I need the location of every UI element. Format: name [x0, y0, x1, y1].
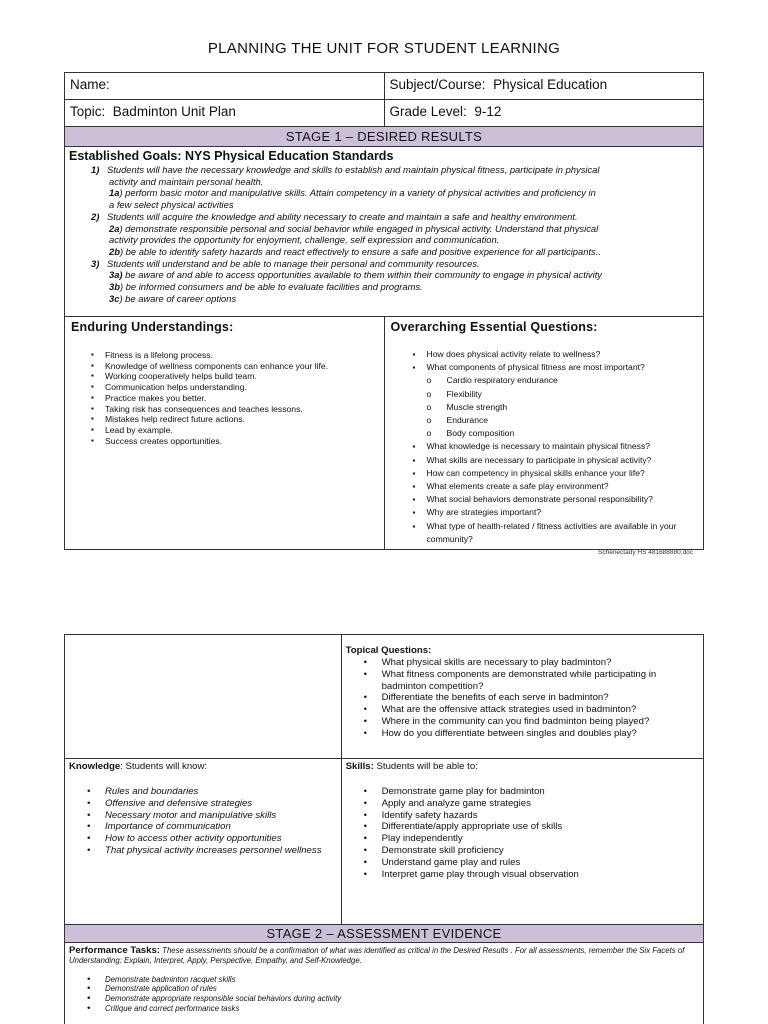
- grade-label: Grade Level:: [389, 104, 467, 119]
- goals-title: Established Goals: NYS Physical Education Standards: [69, 149, 394, 163]
- performance-intro: Performance Tasks: These assessments should be a confirmation of what was identified as critical in the Desired Results . For all assessments, remember the Six Facets of Understanding: Explain, Interpret, Apply, Perspective, Empathy, and Self-Knowledge.: [69, 945, 685, 966]
- name-label: Name:: [70, 77, 110, 92]
- list-item: ▪ How does physical activity relate to wellness?: [427, 348, 698, 361]
- list-item: • Where in the community can you find badminton being played?: [382, 716, 699, 728]
- performance-list: [105, 975, 699, 1013]
- list-item: ▪ What elements create a safe play environment?: [427, 480, 698, 493]
- list-item: o Endurance: [447, 414, 698, 427]
- topic-cell: [65, 100, 385, 127]
- list-item: • Demonstrate skill proficiency: [382, 845, 699, 857]
- goal-2a: 2a) demonstrate responsible personal and social behavior while engaged in physical activity. Understand that physical: [109, 222, 599, 234]
- goal-3b: 3b) be informed consumers and be able to evaluate facilities and programs.: [109, 281, 423, 293]
- list-item: • Understand game play and rules: [382, 857, 699, 869]
- list-item: • Demonstrate appropriate responsible social behaviors during activity: [105, 994, 699, 1004]
- list-item: ▪ Working cooperatively helps build team.: [105, 371, 378, 382]
- stage1-header: STAGE 1 – DESIRED RESULTS: [65, 127, 704, 147]
- goal-3: 3) Students will understand and be able to manage their personal and community resources.: [91, 257, 480, 269]
- topical-title: Topical Questions:: [345, 645, 432, 656]
- goal-1-cont: activity and maintain personal health.: [109, 175, 264, 187]
- fitness-components-list: [447, 374, 698, 440]
- list-item: • What physical skills are necessary to play badminton?: [382, 657, 699, 669]
- essential-questions-cell: [384, 317, 704, 550]
- list-item: • How do you differentiate between singles and doubles play?: [382, 728, 699, 740]
- list-item: ▪ Knowledge of wellness components can enhance your life.: [105, 361, 378, 372]
- page-title: PLANNING THE UNIT FOR STUDENT LEARNING: [207, 40, 561, 57]
- list-item: ▪ Taking risk has consequences and teaches lessons.: [105, 404, 378, 415]
- enduring-understandings-cell: [65, 317, 385, 550]
- list-item: o Muscle strength: [447, 401, 698, 414]
- essential-title: Overarching Essential Questions:: [390, 320, 598, 334]
- goal-2: 2) Students will acquire the knowledge and ability necessary to create and maintain a safe and healthy environment.: [91, 210, 578, 222]
- empty-cell: [65, 635, 342, 759]
- unit-plan-table-stage1: [64, 72, 704, 550]
- skills-cell: [341, 759, 703, 925]
- list-item: • Offensive and defensive strategies: [105, 798, 337, 810]
- list-item: ▪ What components of physical fitness are most important? o Cardio respiratory endurance o Flexibility o Muscle strength o Endurance o Body composition: [427, 361, 698, 440]
- list-item: ▪ How can competency in physical skills enhance your life?: [427, 467, 698, 480]
- list-item: • Differentiate/apply appropriate use of skills: [382, 821, 699, 833]
- topical-questions-cell: [341, 635, 703, 759]
- name-cell: [65, 73, 385, 100]
- list-item: • Interpret game play through visual observation: [382, 869, 699, 881]
- list-item: • Play independently: [382, 833, 699, 845]
- knowledge-list: [105, 786, 337, 857]
- topic-value: Badminton Unit Plan: [112, 104, 236, 119]
- list-item: • That physical activity increases personnel wellness: [105, 845, 337, 857]
- list-item: • Demonstrate badminton racquet skills: [105, 975, 699, 985]
- list-item: • Demonstrate application of rules: [105, 984, 699, 994]
- list-item: • Critique and correct performance tasks: [105, 1004, 699, 1014]
- list-item: ▪ What skills are necessary to participate in physical activity?: [427, 454, 698, 467]
- topical-list: [382, 657, 699, 740]
- list-item: ▪ What social behaviors demonstrate personal responsibility?: [427, 493, 698, 506]
- topic-label: Topic:: [70, 104, 106, 119]
- skills-heading: Skills: Students will be able to:: [345, 761, 478, 772]
- subject-value: Physical Education: [493, 77, 608, 92]
- list-item: ▪ What knowledge is necessary to maintain physical fitness?: [427, 440, 698, 453]
- list-item: ▪ Mistakes help redirect future actions.: [105, 414, 378, 425]
- list-item: ▪ Fitness is a lifelong process.: [105, 350, 378, 361]
- goal-3a: 3a) be aware of and able to access opportunities available to them within their community to engage in physical activity: [109, 269, 602, 281]
- list-item: • Identify safety hazards: [382, 810, 699, 822]
- list-item: ▪ What type of health-related / fitness activities are available in your community?: [427, 520, 698, 546]
- enduring-title: Enduring Understandings:: [71, 320, 234, 334]
- list-item: ▪ Practice makes you better.: [105, 393, 378, 404]
- knowledge-cell: [65, 759, 342, 925]
- stage2-header: STAGE 2 – ASSESSMENT EVIDENCE: [65, 925, 704, 943]
- list-item: o Body composition: [447, 427, 698, 440]
- knowledge-heading: Knowledge: Students will know:: [69, 761, 208, 772]
- goal-1a-cont: a few select physical activities: [109, 199, 234, 211]
- goal-2a-cont: activity provides the opportunity for enjoyment, challenge, self expression and communication.: [109, 234, 500, 246]
- established-goals-cell: [65, 147, 704, 317]
- grade-value: 9-12: [474, 104, 502, 119]
- list-item: o Flexibility: [447, 388, 698, 401]
- list-item: • Necessary motor and manipulative skills: [105, 810, 337, 822]
- unit-plan-table-page2: [64, 634, 704, 1024]
- goal-1a: 1a) perform basic motor and manipulative skills. Attain competency in a variety of physical activities and proficiency in: [109, 187, 596, 199]
- list-item: • What are the offensive attack strategies used in badminton?: [382, 704, 699, 716]
- footer-note: Schenectady HS 481688880.doc: [598, 549, 694, 556]
- list-item: • Differentiate the benefits of each serve in badminton?: [382, 692, 699, 704]
- list-item: ▪ Lead by example.: [105, 425, 378, 436]
- grade-cell: [384, 100, 704, 127]
- list-item: • How to access other activity opportunities: [105, 833, 337, 845]
- list-item: ▪ Success creates opportunities.: [105, 436, 378, 447]
- goal-3c: 3c) be aware of career options: [109, 292, 237, 304]
- goal-1: 1) Students will have the necessary knowledge and skills to establish and maintain physical fitness, participate in physical: [91, 164, 600, 175]
- list-item: ▪ Why are strategies important?: [427, 506, 698, 519]
- list-item: • Demonstrate game play for badminton: [382, 786, 699, 798]
- subject-cell: [384, 73, 704, 100]
- list-item: • Importance of communication: [105, 821, 337, 833]
- goal-2b: 2b) be able to identify safety hazards and react effectively to ensure a safe and positive experience for all participants..: [109, 245, 601, 257]
- skills-list: [382, 786, 699, 880]
- list-item: • What fitness components are demonstrated while participating in badminton competition?: [382, 669, 699, 693]
- essential-list: [427, 348, 698, 546]
- subject-label: Subject/Course:: [389, 77, 486, 92]
- list-item: • Apply and analyze game strategies: [382, 798, 699, 810]
- enduring-list: [105, 350, 378, 446]
- list-item: ▪ Communication helps understanding.: [105, 382, 378, 393]
- performance-tasks-cell: [65, 943, 704, 1024]
- list-item: • Rules and boundaries: [105, 786, 337, 798]
- list-item: o Cardio respiratory endurance: [447, 374, 698, 387]
